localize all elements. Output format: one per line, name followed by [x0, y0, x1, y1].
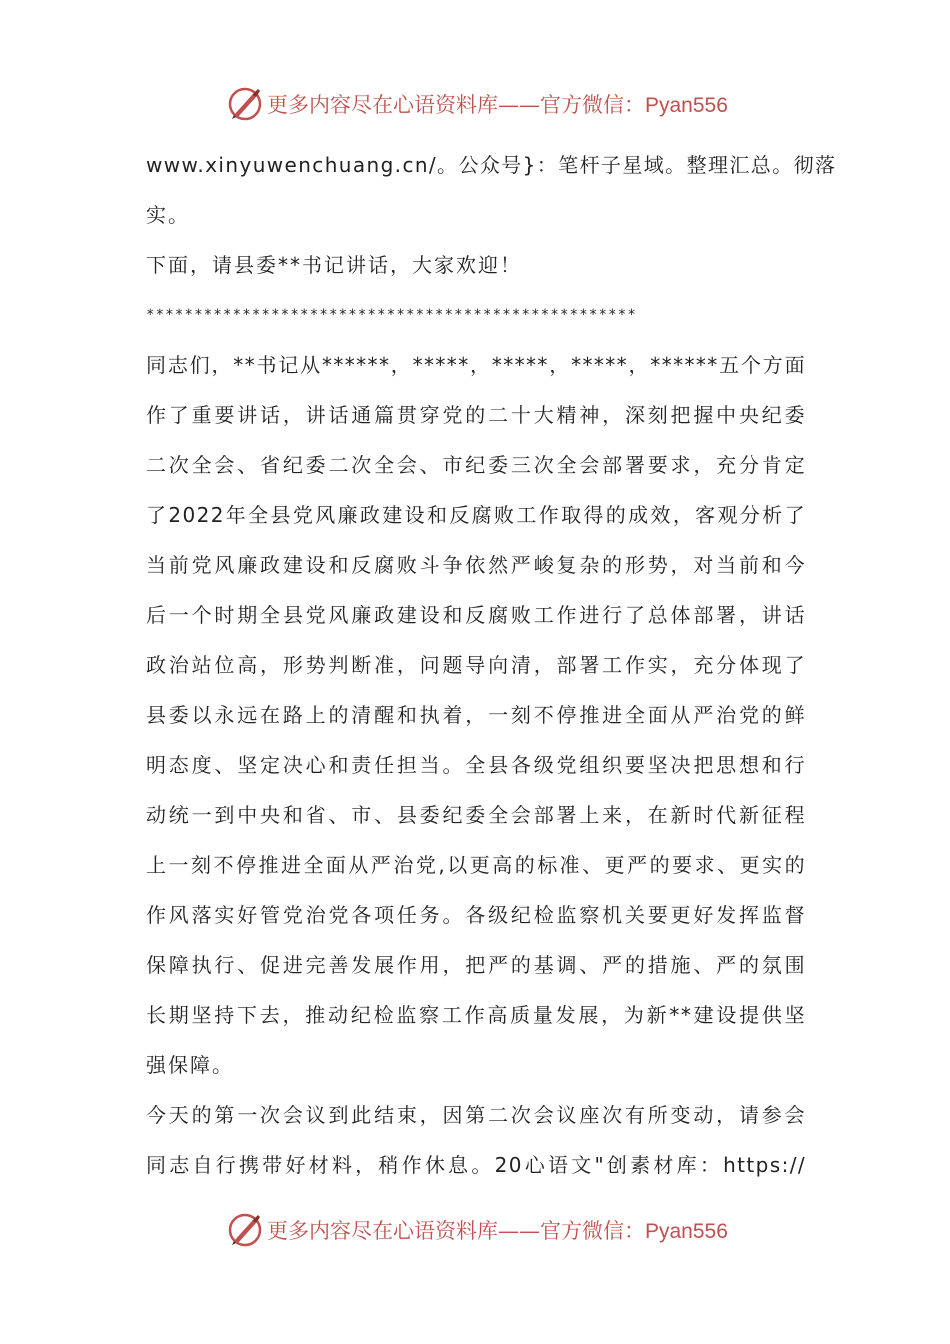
body-line: 强保障。: [146, 1053, 234, 1077]
footer-watermark-banner: [0, 1208, 950, 1252]
body-line: 作了重要讲话，讲话通篇贯穿党的二十大精神，深刻把握中央纪委: [146, 403, 806, 427]
banner-text: 更多内容尽在心语资料库——官方微信：Pyan556: [267, 93, 728, 117]
banner-text: 更多内容尽在心语资料库——官方微信：Pyan556: [267, 1219, 728, 1243]
body-line: 明态度、坚定决心和责任担当。全县各级党组织要坚决把思想和行: [146, 753, 806, 777]
body-line: 县委以永远在路上的清醒和执着，一刻不停推进全面从严治党的鲜: [146, 703, 806, 727]
body-line: 动统一到中央和省、市、县委纪委全会部署上来，在新时代新征程: [146, 803, 806, 827]
body-line: 今天的第一次会议到此结束，因第二次会议座次有所变动，请参会: [146, 1103, 806, 1127]
body-line: 作风落实好管党治党各项任务。各级纪检监察机关要更好发挥监督: [146, 903, 806, 927]
body-line: 同志自行携带好材料，稍作休息。20心语文"创素材库：https://: [146, 1153, 806, 1177]
body-line: 后一个时期全县党风廉政建设和反腐败工作进行了总体部署，讲话: [146, 603, 806, 627]
body-line: 同志们，**书记从******，*****，*****，*****，******五个方面: [146, 353, 806, 377]
body-line: 了2022年全县党风廉政建设和反腐败工作取得的成效，客观分析了: [146, 503, 806, 527]
separator-line: ***************************************************: [146, 307, 638, 323]
pen-logo-icon: [225, 1210, 265, 1250]
body-line: 下面，请县委**书记讲话，大家欢迎！: [146, 253, 522, 277]
body-line: 二次全会、省纪委二次全会、市纪委三次全会部署要求，充分肯定: [146, 453, 806, 477]
body-line: 当前党风廉政建设和反腐败斗争依然严峻复杂的形势，对当前和今: [146, 553, 806, 577]
body-line: www.xinyuwenchuang.cn/。公众号}：笔杆子星域。整理汇总。彻落: [146, 153, 837, 177]
body-line: 上一刻不停推进全面从严治党,以更高的标准、更严的要求、更实的: [146, 853, 806, 877]
body-line: 实。: [146, 203, 190, 227]
header-watermark-banner: [0, 82, 950, 126]
pen-logo-icon: [225, 84, 265, 124]
body-line: 长期坚持下去，推动纪检监察工作高质量发展，为新**建设提供坚: [146, 1003, 806, 1027]
body-line: 政治站位高，形势判断准，问题导向清，部署工作实，充分体现了: [146, 653, 806, 677]
body-line: 保障执行、促进完善发展作用，把严的基调、严的措施、严的氛围: [146, 953, 806, 977]
